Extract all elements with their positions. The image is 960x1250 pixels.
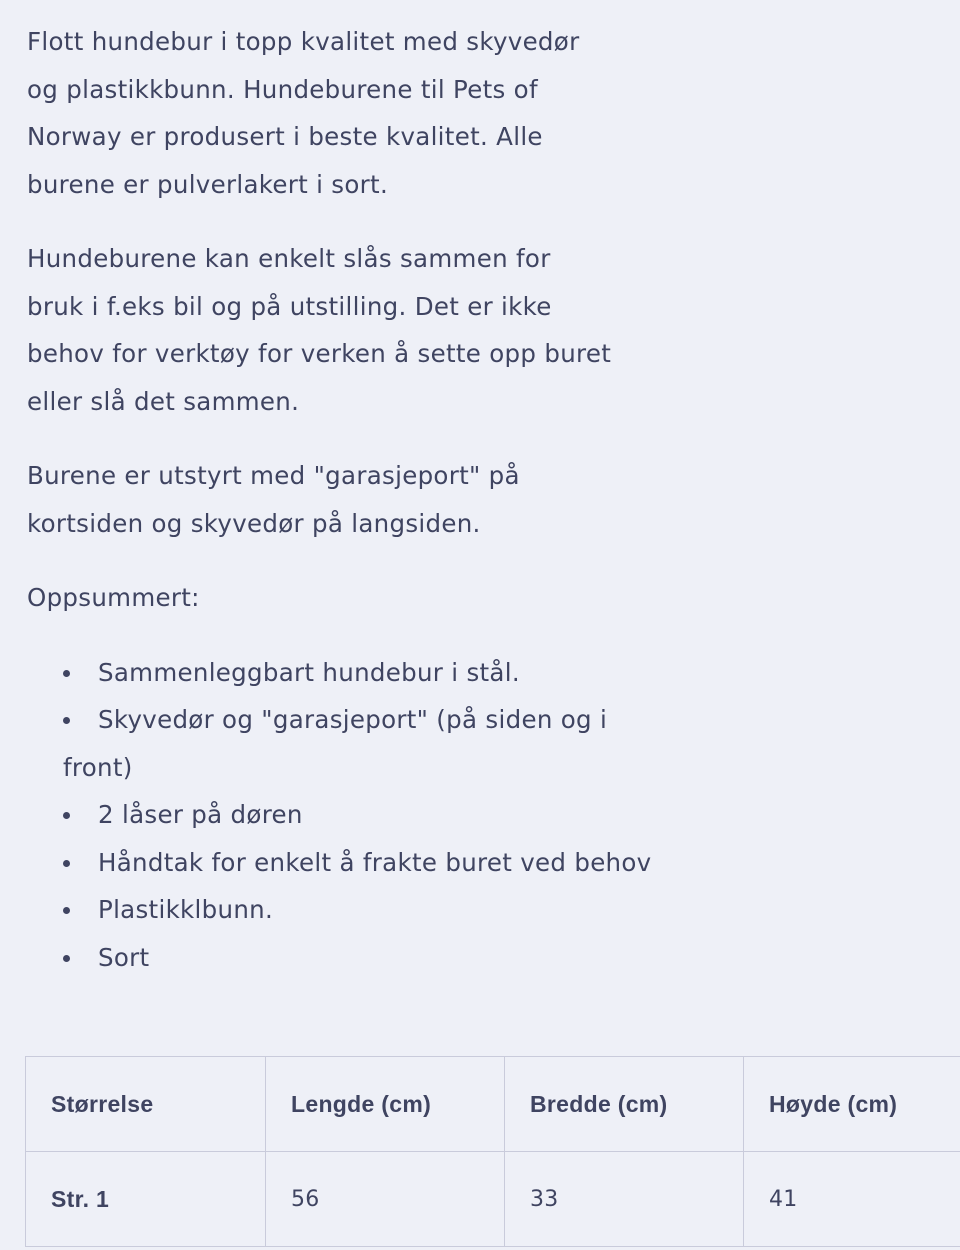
bullet-icon (63, 717, 70, 724)
description-paragraph: Hundeburene kan enkelt slås sammen for bruk i f.eks bil og på utstilling. Det er ikke behov for verktøy for verken å sette opp buret eller slå det sammen. (27, 244, 612, 416)
list-item-text: Plastikklbunn. (98, 895, 274, 924)
column-header-size: Størrelse (26, 1057, 266, 1152)
column-header-length: Lengde (cm) (266, 1057, 505, 1152)
table-row (26, 1152, 960, 1247)
product-description (27, 18, 957, 981)
list-item (63, 886, 957, 934)
table-header-row (26, 1057, 960, 1152)
height-cell: 41 (744, 1152, 960, 1247)
list-item (63, 649, 957, 697)
list-item-text: 2 låser på døren (98, 800, 303, 829)
bullet-icon (63, 955, 70, 962)
bullet-icon (63, 860, 70, 867)
list-item (63, 934, 957, 982)
column-header-height: Høyde (cm) (744, 1057, 960, 1152)
bullet-icon (63, 907, 70, 914)
length-cell: 56 (266, 1152, 505, 1247)
description-paragraph: Burene er utstyrt med "garasjeport" på kortsiden og skyvedør på langsiden. (27, 461, 520, 538)
description-paragraph: Flott hundebur i topp kvalitet med skyvedør og plastikkbunn. Hundeburene til Pets of Norway er produsert i beste kvalitet. Alle burene er pulverlakert i sort. (27, 27, 580, 199)
size-name-cell: Str. 1 (26, 1152, 266, 1247)
list-item-text: Skyvedør og "garasjeport" (på siden og i front) (63, 705, 608, 782)
width-cell: 33 (505, 1152, 744, 1247)
bullet-icon (63, 812, 70, 819)
list-item (63, 696, 957, 791)
list-item-text: Sort (98, 942, 150, 972)
list-item-text: Håndtak for enkelt å frakte buret ved behov (98, 847, 652, 877)
bullet-icon (63, 670, 70, 677)
list-item (63, 839, 957, 887)
list-item (63, 791, 957, 839)
list-item-text: Sammenleggbart hundebur i stål. (98, 657, 520, 687)
size-table (25, 1056, 960, 1247)
summary-heading: Oppsummert: (27, 583, 200, 612)
summary-list (27, 649, 957, 982)
column-header-width: Bredde (cm) (505, 1057, 744, 1152)
